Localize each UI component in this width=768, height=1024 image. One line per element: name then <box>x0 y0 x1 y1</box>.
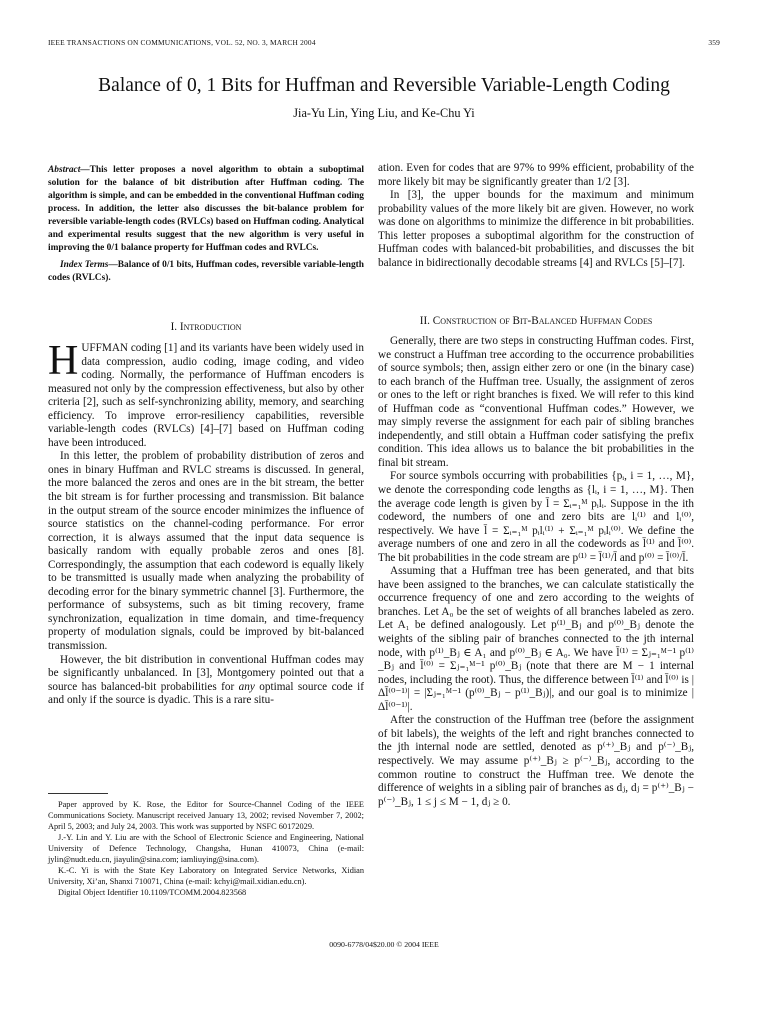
journal-citation: IEEE TRANSACTIONS ON COMMUNICATIONS, VOL. 52, NO. 3, MARCH 2004 <box>48 38 316 47</box>
intro-paragraph-3 <box>48 654 364 708</box>
footnote-affiliation-2: K.-C. Yi is with the State Key Laboratory on Integrated Service Networks, Xidian University, Xi’an, Shanxi 710071, China (e-mail: kchyi@mail.xidian.edu.cn). <box>48 866 364 886</box>
index-terms-text: —Balance of 0/1 bits, Huffman codes, reversible variable-length codes (RVLCs). <box>48 260 364 283</box>
section-heading-introduction: I. Introduction <box>170 321 242 333</box>
running-header <box>48 38 720 52</box>
footnote-divider <box>48 793 108 794</box>
footnote-doi: Digital Object Identifier 10.1109/TCOMM.2004.823568 <box>58 888 247 897</box>
abstract-paragraph <box>48 164 364 255</box>
drop-cap: H <box>48 338 79 384</box>
abstract-label: Abstract <box>48 165 81 175</box>
footnote-affiliation-1: J.-Y. Lin and Y. Liu are with the School of Electronic Science and Engineering, National University of Defence Technology, Changsha, Hunan 410073, China (e-mail: jylin@nudt.edu.cn, jiayulin@sina.com; iamliuying@sina.com). <box>48 833 364 864</box>
index-terms-label: Index Terms <box>60 260 109 270</box>
paper-title: Balance of 0, 1 Bits for Huffman and Reversible Variable-Length Coding <box>98 75 670 96</box>
abstract-block <box>48 164 364 285</box>
construction-body <box>378 335 694 809</box>
abstract-text: —This letter proposes a novel algorithm to obtain a suboptimal solution for the balance of bit distribution after Huffman coding. The algorithm is simple, and can be embedded in the conventional Huffman coding process. In addition, the letter also discusses the bit-balance problem for reversible variable-length codes (RVLCs) based on Huffman coding. Analytical and experimental results suggest that the new algorithm is very useful in improving the 0/1 balance property for Huffman codes and RVLCs. <box>48 165 364 253</box>
prior-work-paragraph: In [3], the upper bounds for the maximum and minimum probability values of the more likely bit are given. However, no work was done on algorithms to minimize the difference in bit probabilities. This letter proposes a suboptimal algorithm for the construction of Huffman codes with balanced-bit probabilities, and discusses the bit balance in bidirectionally decodable streams [4] and RVLCs [5]–[7]. <box>378 189 694 269</box>
copyright-footer: 0090-6778/04$20.00 © 2004 IEEE <box>329 940 439 949</box>
construction-paragraph-1: Generally, there are two steps in constructing Huffman codes. First, we construct a Huffman tree according to the occurrence probabilities of source symbols; then, assign either zero or one (in the binary case) to each branch of the Huffman tree. Usually, the assignment of zeros or ones to the left or right branches is fixed. We will refer to this kind of Huffman code as “conventional Huffman codes.” However, we may simply reverse the assignment for each pair of sibling branches independently, and still obtain a Huffman coder satisfying the prefix condition. This idea allows us to balance the bit probabilities in the final bit stream. <box>378 335 694 469</box>
construction-paragraph-3: Assuming that a Huffman tree has been generated, and that bits have been assigned to the branches, we can calculate statistically the occurrence frequency of one and zero according to the weights of branches. Let A₀ be the set of weights of all branches labeled as zero. Let A₁ be defined analogously. Let p⁽¹⁾_Bⱼ and p⁽⁰⁾_Bⱼ denote the weights of the sibling pair of branches connected to the jth internal node, with p⁽¹⁾_Bⱼ ∈ A₁ and p⁽⁰⁾_Bⱼ ∈ A₀. We have l̄⁽¹⁾ = Σⱼ₌₁ᴹ⁻¹ p⁽¹⁾_Bⱼ and l̄⁽⁰⁾ = Σⱼ₌₁ᴹ⁻¹ p⁽⁰⁾_Bⱼ (note that there are M − 1 internal nodes, including the root). Thus, the difference between l̄⁽¹⁾ and l̄⁽⁰⁾ is |Δl̄⁽⁰⁻¹⁾| = |Σⱼ₌₁ᴹ⁻¹ (p⁽⁰⁾_Bⱼ − p⁽¹⁾_Bⱼ)|, and our goal is to minimize |Δl̄⁽⁰⁻¹⁾|. <box>378 565 694 713</box>
continuation-paragraph: ation. Even for codes that are 97% to 99% efficient, probability of the more likely bit may be significantly greater than 1/2 [3]. <box>378 162 694 188</box>
footnote-editor: Paper approved by K. Rose, the Editor for Source-Channel Coding of the IEEE Communications Society. Manuscript received January 13, 2002; revised November 7, 2002; April 5, 2003; and July 24, 2003. This work was supported by NSFC 60172029. <box>48 800 364 831</box>
construction-paragraph-4: After the construction of the Huffman tree (before the assignment of bit labels), the weights of the left and right branches connected to the jth internal node are settled, denoted as p⁽⁺⁾_Bⱼ and p⁽⁻⁾_Bⱼ, respectively. We may assume p⁽⁺⁾_Bⱼ ≥ p⁽⁻⁾_Bⱼ, according to the common routine to construct the Huffman tree. We denote the difference of weights in a sibling pair of branches as dⱼ, dⱼ = p⁽⁺⁾_Bⱼ − p⁽⁻⁾_Bⱼ, 1 ≤ j ≤ M − 1, dⱼ ≥ 0. <box>378 714 694 808</box>
right-column-continuation <box>378 162 694 270</box>
footnotes-block <box>48 799 364 898</box>
emphasis-any: any <box>238 680 255 693</box>
intro-paragraph-1-text: UFFMAN coding [1] and its variants have been widely used in data compression, audio coding, image coding, and video coding. Normally, the performance of Huffman encoders is measured not only by the compression effectiveness, but also by other criteria [2], such as self-synchronizing ability, memory, and searching efficiency. To improve error-resiliency capabilities, reversible variable-length codes (RVLCs) [4]–[7] based on Huffman coding have been introduced. <box>48 342 364 449</box>
index-terms-paragraph <box>48 259 364 285</box>
page-number: 359 <box>708 38 720 47</box>
intro-paragraph-3-text-b: optimal source code if and only if the source is dyadic. This is a rare situ- <box>48 680 364 707</box>
introduction-body <box>48 338 364 708</box>
intro-paragraph-2: In this letter, the problem of probability distribution of zeros and ones in binary Huffman and RVLC streams is discussed. In general, the more balanced the zeros and ones are in the bit stream, the better the bit stream is for further processing and transmission. Bit balance in the output stream of the source encoder minimizes the influence of source statistics on the channel-coding performance. For error correction, it is always assumed that the input data sequence is basically random with equally probable zeros and ones [8]. Correspondingly, the assumption that each codeword is equally likely to be transmitted is usually made when analyzing the probability of decoding error for the binary symmetric channel [3]. Furthermore, the performance of subsystems, such as bit timing recovery, frame synchronization, equalization in time domain, and time-frequency property of modulation signals, could be improved by bit-balanced transmission. <box>48 450 364 653</box>
intro-paragraph-3-text-a: However, the bit distribution in conventional Huffman codes may be significantly unbalanced. In [3], Montgomery pointed out that a source has balanced-bit probabilities for <box>48 653 364 693</box>
section-heading-construction: II. Construction of Bit-Balanced Huffman Codes <box>419 315 653 327</box>
construction-paragraph-2: For source symbols occurring with probabilities {pᵢ, i = 1, …, M}, we denote the corresponding code lengths as {lᵢ, i = 1, …, M}. Then the average code length is given by l̄ = Σᵢ₌₁ᴹ pᵢlᵢ. Suppose in the ith codeword, the numbers of one and zero bits are lᵢ⁽¹⁾ and lᵢ⁽⁰⁾, respectively. We have l̄ = Σᵢ₌₁ᴹ pᵢlᵢ⁽¹⁾ + Σᵢ₌₁ᴹ pᵢlᵢ⁽⁰⁾. We define the average numbers of one and zero in all the codewords as l̄⁽¹⁾ and l̄⁽⁰⁾. The bit probabilities in the code stream are p⁽¹⁾ = l̄⁽¹⁾/l̄ and p⁽⁰⁾ = l̄⁽⁰⁾/l̄. <box>378 470 694 564</box>
author-list: Jia-Yu Lin, Ying Liu, and Ke-Chu Yi <box>293 106 475 120</box>
intro-paragraph-1 <box>48 338 364 450</box>
